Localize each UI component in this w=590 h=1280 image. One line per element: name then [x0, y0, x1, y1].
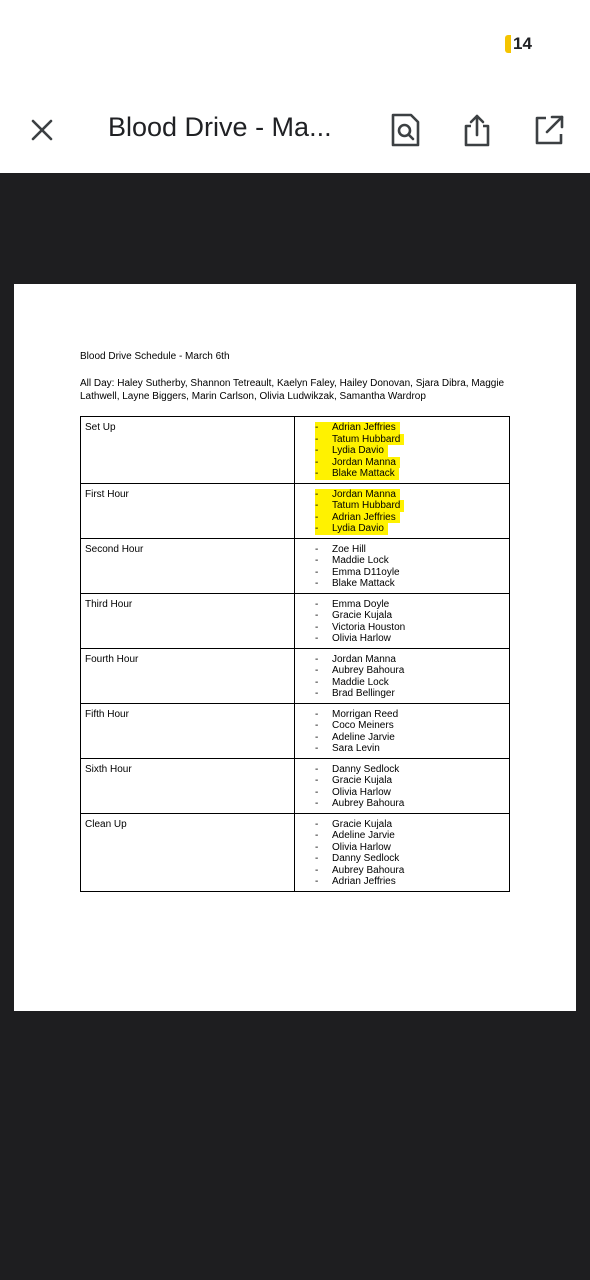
volunteer-name: Aubrey Bahoura	[332, 798, 405, 809]
share-icon[interactable]	[460, 112, 494, 148]
bullet-dash: -	[315, 457, 332, 469]
volunteer-name: Lydia Davio	[332, 445, 388, 457]
volunteer-name: Blake Mattack	[332, 578, 395, 589]
bullet-dash: -	[315, 445, 332, 457]
list-item	[315, 422, 509, 434]
volunteer-list-cell	[295, 703, 510, 758]
bullet-dash: -	[315, 621, 319, 633]
list-item	[315, 764, 509, 776]
volunteer-name: Danny Sedlock	[332, 853, 400, 864]
volunteer-list-cell	[295, 813, 510, 891]
volunteer-name: Gracie Kujala	[332, 610, 393, 621]
bullet-dash: -	[315, 830, 319, 841]
volunteer-name: Maddie Lock	[332, 555, 389, 566]
list-item	[315, 599, 509, 611]
list-item	[315, 876, 509, 888]
bullet-dash: -	[315, 731, 319, 743]
time-slot-cell: Fifth Hour	[81, 703, 295, 758]
volunteer-name: Gracie Kujala	[332, 818, 393, 830]
document-page	[14, 284, 576, 1011]
bullet-dash: -	[315, 743, 319, 754]
bullet-dash: -	[315, 853, 319, 864]
volunteer-list-cell	[295, 648, 510, 703]
list-item	[315, 677, 509, 689]
bullet-dash: -	[315, 555, 319, 566]
list-item	[315, 633, 509, 645]
time-slot-cell: Set Up	[81, 417, 295, 484]
list-item	[315, 787, 509, 799]
list-item	[315, 512, 509, 524]
list-item	[315, 865, 509, 877]
battery-indicator	[505, 34, 532, 54]
bullet-dash: -	[315, 720, 319, 731]
document-title: Blood Drive - Ma...	[108, 112, 332, 142]
table-row	[81, 483, 510, 538]
bullet-dash: -	[315, 523, 332, 535]
volunteer-name: Blake Mattack	[332, 468, 399, 480]
table-row	[81, 538, 510, 593]
table-row	[81, 758, 510, 813]
list-item	[315, 743, 509, 755]
list-item	[315, 445, 509, 457]
table-row	[81, 593, 510, 648]
volunteer-name: Maddie Lock	[332, 676, 389, 688]
volunteer-list-cell	[295, 538, 510, 593]
time-slot-cell: First Hour	[81, 483, 295, 538]
volunteer-name: Tatum Hubbard	[332, 500, 404, 512]
volunteer-name: Jordan Manna	[332, 653, 396, 665]
list-item	[315, 732, 509, 744]
volunteer-name: Adrian Jeffries	[332, 876, 396, 887]
volunteer-name: Adeline Jarvie	[332, 830, 395, 841]
list-item	[315, 654, 509, 666]
list-item	[315, 500, 509, 512]
schedule-table	[80, 416, 510, 892]
volunteer-name: Olivia Harlow	[332, 841, 391, 853]
bullet-dash: -	[315, 841, 319, 853]
find-in-document-icon[interactable]	[388, 112, 422, 148]
bullet-dash: -	[315, 763, 319, 775]
table-row	[81, 648, 510, 703]
bullet-dash: -	[315, 633, 319, 644]
list-item	[315, 720, 509, 732]
bullet-dash: -	[315, 610, 319, 621]
bullet-dash: -	[315, 543, 319, 555]
volunteer-name: Gracie Kujala	[332, 775, 393, 786]
bullet-dash: -	[315, 665, 319, 676]
bullet-dash: -	[315, 598, 319, 610]
volunteer-name: Emma Doyle	[332, 598, 390, 610]
bullet-dash: -	[315, 566, 319, 578]
list-item	[315, 622, 509, 634]
battery-level: 14	[513, 34, 532, 53]
bullet-dash: -	[315, 500, 332, 512]
list-item	[315, 555, 509, 567]
bullet-dash: -	[315, 688, 319, 699]
volunteer-name: Olivia Harlow	[332, 633, 391, 644]
bullet-dash: -	[315, 818, 319, 830]
time-slot-cell: Clean Up	[81, 813, 295, 891]
table-row	[81, 813, 510, 891]
bullet-dash: -	[315, 864, 319, 876]
status-bar	[0, 0, 590, 88]
list-item	[315, 688, 509, 700]
volunteer-name: Coco Meiners	[332, 720, 394, 731]
volunteer-name: Adeline Jarvie	[332, 731, 395, 743]
volunteer-name: Emma D11oyle	[332, 566, 400, 578]
close-icon[interactable]	[28, 116, 56, 144]
volunteer-name: Tatum Hubbard	[332, 434, 404, 446]
battery-icon	[505, 35, 511, 53]
volunteer-list-cell	[295, 593, 510, 648]
volunteer-name: Brad Bellinger	[332, 688, 395, 699]
bullet-dash: -	[315, 676, 319, 688]
volunteer-list-cell	[295, 417, 510, 484]
volunteer-name: Danny Sedlock	[332, 763, 400, 775]
list-item	[315, 457, 509, 469]
volunteer-name: Aubrey Bahoura	[332, 864, 405, 876]
volunteer-name: Olivia Harlow	[332, 786, 391, 798]
list-item	[315, 798, 509, 810]
bullet-dash: -	[315, 434, 332, 446]
bullet-dash: -	[315, 798, 319, 809]
list-item	[315, 819, 509, 831]
all-day-volunteers: All Day: Haley Sutherby, Shannon Tetreault, Kaelyn Faley, Hailey Donovan, Sjara Dibra, Maggie Lathwell, Layne Biggers, Marin Carlson, Olivia Ludwikzak, Samantha Wardrop	[80, 378, 505, 402]
bullet-dash: -	[315, 422, 332, 434]
list-item	[315, 578, 509, 590]
bullet-dash: -	[315, 708, 319, 720]
time-slot-cell: Sixth Hour	[81, 758, 295, 813]
bullet-dash: -	[315, 786, 319, 798]
list-item	[315, 842, 509, 854]
volunteer-name: Jordan Manna	[332, 457, 400, 469]
time-slot-cell: Fourth Hour	[81, 648, 295, 703]
volunteer-list-cell	[295, 758, 510, 813]
list-item	[315, 775, 509, 787]
list-item	[315, 610, 509, 622]
bullet-dash: -	[315, 876, 319, 887]
bullet-dash: -	[315, 578, 319, 589]
volunteer-name: Sara Levin	[332, 743, 380, 754]
bullet-dash: -	[315, 653, 319, 665]
volunteer-name: Zoe Hill	[332, 543, 366, 555]
volunteer-name: Adrian Jeffries	[332, 422, 400, 434]
volunteer-name: Jordan Manna	[332, 489, 400, 501]
volunteer-name: Aubrey Bahoura	[332, 665, 405, 676]
list-item	[315, 567, 509, 579]
list-item	[315, 544, 509, 556]
volunteer-name: Victoria Houston	[332, 621, 406, 633]
bullet-dash: -	[315, 468, 332, 480]
table-row	[81, 703, 510, 758]
bullet-dash: -	[315, 489, 332, 501]
list-item	[315, 523, 509, 535]
list-item	[315, 489, 509, 501]
time-slot-cell: Second Hour	[81, 538, 295, 593]
list-item	[315, 853, 509, 865]
time-slot-cell: Third Hour	[81, 593, 295, 648]
volunteer-list-cell	[295, 483, 510, 538]
bullet-dash: -	[315, 512, 332, 524]
schedule-heading: Blood Drive Schedule - March 6th	[80, 351, 230, 362]
list-item	[315, 468, 509, 480]
list-item	[315, 830, 509, 842]
app-bar	[0, 88, 590, 173]
bullet-dash: -	[315, 775, 319, 786]
volunteer-name: Lydia Davio	[332, 523, 388, 535]
table-row	[81, 417, 510, 484]
volunteer-name: Adrian Jeffries	[332, 512, 400, 524]
list-item	[315, 665, 509, 677]
volunteer-name: Morrigan Reed	[332, 708, 399, 720]
list-item	[315, 434, 509, 446]
open-in-new-icon[interactable]	[532, 112, 566, 148]
list-item	[315, 709, 509, 721]
